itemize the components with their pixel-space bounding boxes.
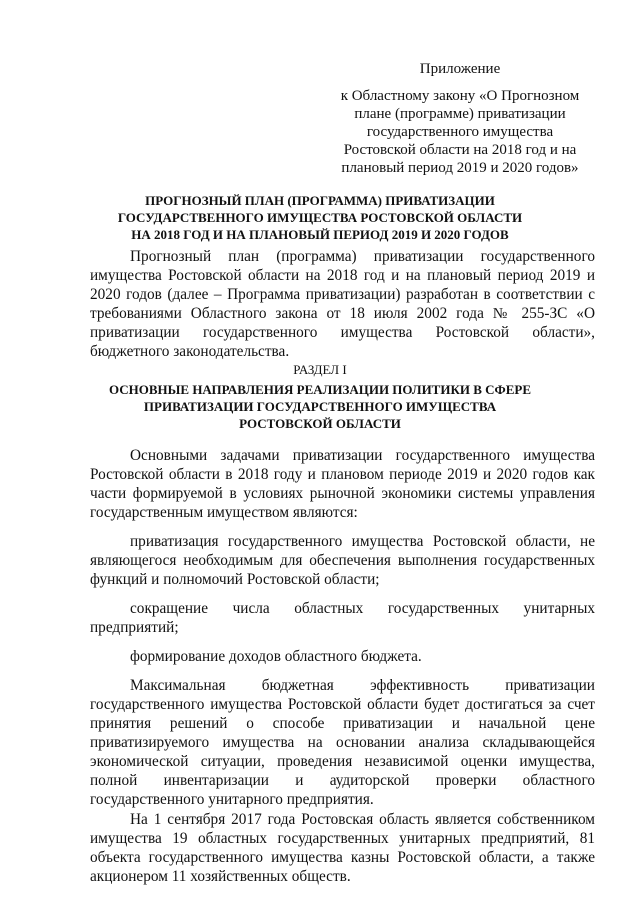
annex-title: Приложение [419, 61, 501, 77]
annex-line: к Областному закону «О Прогнозном [340, 88, 580, 104]
paragraph: Максимальная бюджетная эффективность приватизации государственного имущества Ростовской области будет достигаться за счет принятия решений о способе приватизации и начальной цене приватизируемого имущества на основании анализа складывающейся экономической ситуации, проведения независимой оценки имущества, полной инвентаризации и аудиторской проверки областного государственного унитарного предприятия. [90, 677, 595, 808]
annex-line: плановый период 2019 и 2020 годов» [341, 160, 579, 176]
section-title [90, 381, 550, 432]
paragraph: Основными задачами приватизации государственного имущества Ростовской области в 2018 году и плановом периоде 2019 и 2020 годов как части формируемой в условиях рыночной экономики системы управления государственным имуществом являются: [90, 447, 595, 521]
section-title-line: ОСНОВНЫЕ НАПРАВЛЕНИЯ РЕАЛИЗАЦИИ ПОЛИТИКИ В СФЕРЕ [108, 382, 532, 397]
document-title-line: ПРОГНОЗНЫЙ ПЛАН (ПРОГРАММА) ПРИВАТИЗАЦИИ [145, 193, 495, 208]
paragraph: приватизация государственного имущества Ростовской области, не являющегося необходимым для обеспечения выполнения государственных функций и полномочий Ростовской области; [90, 533, 595, 588]
document-title-line: ГОСУДАРСТВЕННОГО ИМУЩЕСТВА РОСТОВСКОЙ ОБЛАСТИ [117, 210, 523, 225]
section-label: РАЗДЕЛ I [293, 362, 347, 377]
paragraph: формирование доходов областного бюджета. [130, 648, 422, 665]
section-title-line: ПРИВАТИЗАЦИИ ГОСУДАРСТВЕННОГО ИМУЩЕСТВА [143, 399, 497, 414]
document-title [90, 192, 550, 243]
intro-block [90, 247, 595, 361]
intro-paragraph: Прогнозный план (программа) приватизации государственного имущества Ростовской области на 2018 год и на плановый период 2019 и 2020 годов (далее – Программа приватизации) разработан в соответствии с требованиями Областного закона от 18 июля 2002 года № 255-ЗС «О приватизации государственного имущества Ростовской области», бюджетного законодательства. [90, 248, 595, 360]
annex-note [330, 60, 590, 177]
section-title-line: РОСТОВСКОЙ ОБЛАСТИ [239, 416, 401, 431]
annex-line: Ростовской области на 2018 год и на [343, 142, 577, 158]
paragraph: сокращение числа областных государственных унитарных предприятий; [90, 600, 595, 636]
section-body [90, 446, 595, 896]
annex-line: государственного имущества [366, 124, 554, 140]
document-title-line: НА 2018 ГОД И НА ПЛАНОВЫЙ ПЕРИОД 2019 И 2020 ГОДОВ [131, 227, 509, 242]
paragraph: На 1 сентября 2017 года Ростовская область является собственником имущества 19 областных государственных унитарных предприятий, 81 объекта государственного имущества казны Ростовской области, а также акционером 11 хозяйственных обществ. [90, 811, 595, 885]
annex-line: плане (программе) приватизации [354, 106, 566, 122]
